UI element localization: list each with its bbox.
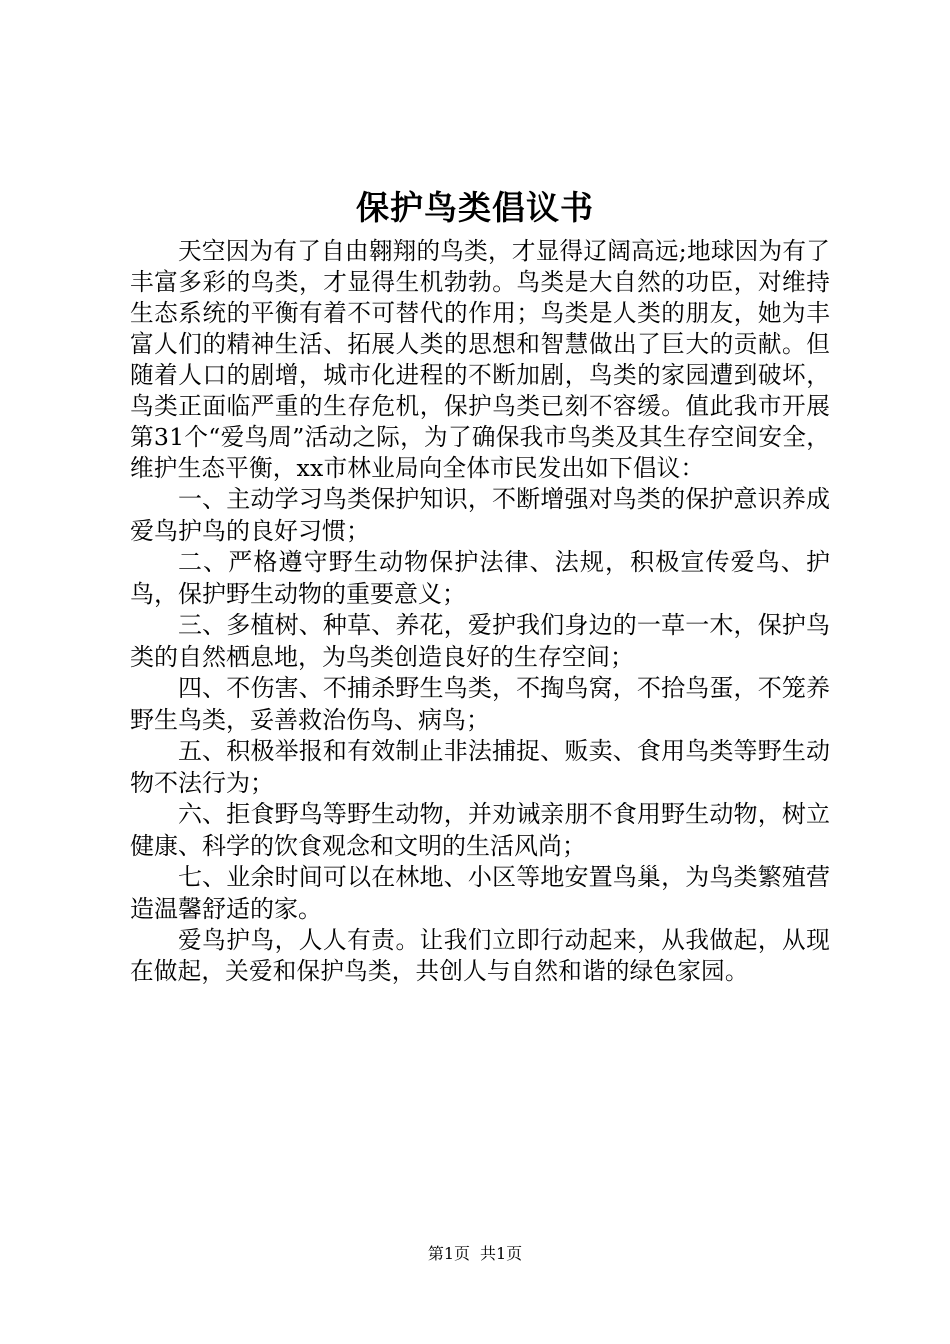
intro-paragraph: 天空因为有了自由翱翔的鸟类，才显得辽阔高远;地球因为有了丰富多彩的鸟类，才显得生机勃勃。鸟类是大自然的功臣，对维持生态系统的平衡有着不可替代的作用；鸟类是人类的朋友，她为丰富人们的精神生活、拓展人类的思想和智慧做出了巨大的贡献。但随着人口的剧增，城市化进程的不断加剧，鸟类的家园遭到破坏，鸟类正面临严重的生存危机，保护鸟类已刻不容缓。值此我市开展第31个“爱鸟周”活动之际，为了确保我市鸟类及其生存空间安全，维护生态平衡，xx市林业局向全体市民发出如下倡议： [130,237,830,482]
document-body [130,236,830,987]
page-footer [0,1243,950,1265]
proposal-item-2: 二、严格遵守野生动物保护法律、法规，积极宣传爱鸟、护鸟，保护野生动物的重要意义； [130,548,830,608]
proposal-item-5: 五、积极举报和有效制止非法捕捉、贩卖、食用鸟类等野生动物不法行为； [130,737,830,797]
proposal-item-4: 四、不伤害、不捕杀野生鸟类，不掏鸟窝，不拾鸟蛋，不笼养野生鸟类，妥善救治伤鸟、病鸟； [130,674,830,734]
page-total: 共1页 [480,1244,523,1263]
proposal-item-6: 六、拒食野鸟等野生动物，并劝诫亲朋不食用野生动物，树立健康、科学的饮食观念和文明的生活风尚； [130,800,830,860]
page-number: 第1页 [427,1244,470,1263]
page-title: 保护鸟类倡议书 [356,188,594,227]
closing-paragraph: 爱鸟护鸟，人人有责。让我们立即行动起来，从我做起，从现在做起，关爱和保护鸟类，共创人与自然和谐的绿色家园。 [130,926,830,985]
proposal-item-3: 三、多植树、种草、养花，爱护我们身边的一草一木，保护鸟类的自然栖息地，为鸟类创造良好的生存空间； [130,611,830,671]
proposal-item-1: 一、主动学习鸟类保护知识，不断增强对鸟类的保护意识养成爱鸟护鸟的良好习惯； [130,485,830,545]
proposal-item-7: 七、业余时间可以在林地、小区等地安置鸟巢，为鸟类繁殖营造温馨舒适的家。 [130,863,830,923]
